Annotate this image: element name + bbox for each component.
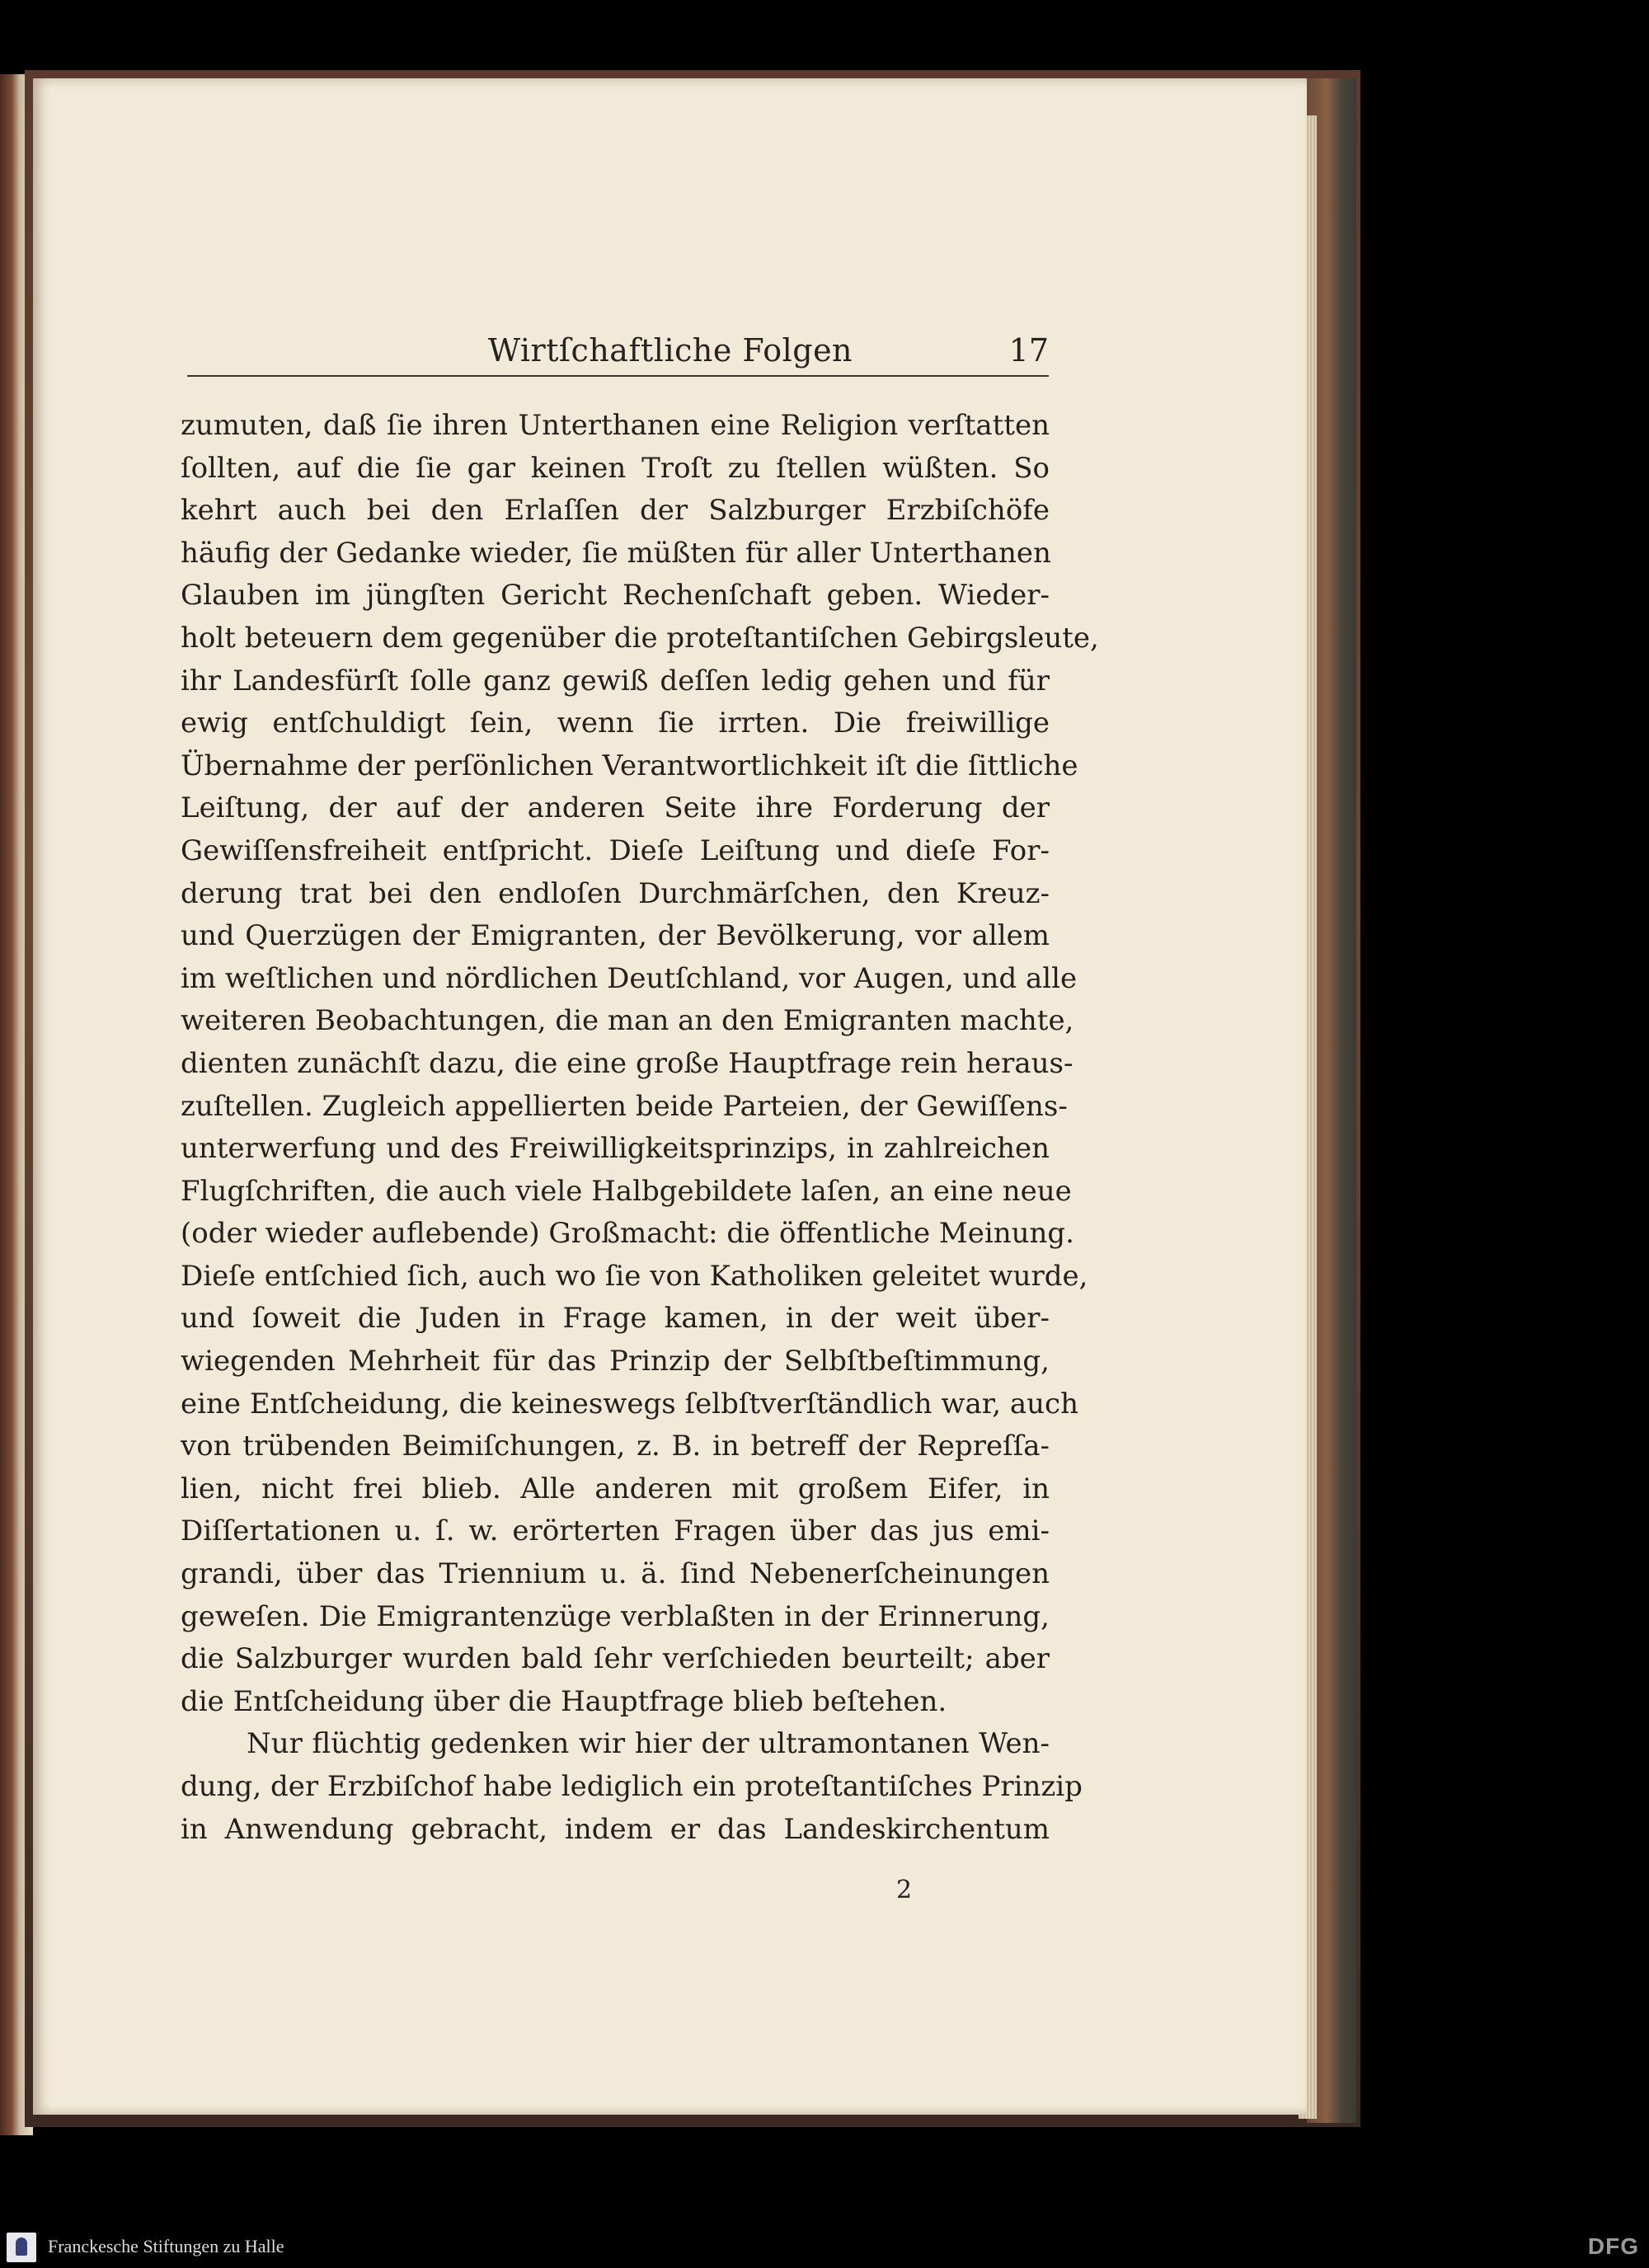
text-line: weiteren Beobachtungen, die man an den Emigranten machte,	[181, 1004, 1074, 1038]
running-head	[187, 317, 1049, 377]
text-line: Flugſchriften, die auch viele Halbgebildete laſen, an eine neue	[181, 1174, 1072, 1208]
text-line: holt beteuern dem gegenüber die proteſtantiſchen Gebirgsleute,	[181, 621, 1099, 655]
text-line: ewig entſchuldigt ſein, wenn ſie irrten. Die freiwillige	[181, 707, 1050, 740]
text-line: Leiſtung, der auf der anderen Seite ihre Forderung der	[181, 791, 1050, 825]
text-line: (oder wieder auflebende) Großmacht: die öffentliche Meinung.	[181, 1217, 1074, 1251]
text-line: Diſſertationen u. ſ. w. erörterten Fragen über das jus emi-	[181, 1514, 1050, 1548]
text-line: in Anwendung gebracht, indem er das Landeskirchentum	[181, 1812, 1050, 1846]
text-line: die Salzburger wurden bald ſehr verſchieden beurteilt; aber	[181, 1642, 1050, 1676]
institution-name: Franckesche Stiftungen zu Halle	[48, 2236, 284, 2256]
text-line: Dieſe entſchied ſich, auch wo ſie von Katholiken geleitet wurde,	[181, 1259, 1088, 1293]
text-line: lien, nicht frei blieb. Alle anderen mit großem Eifer, in	[181, 1472, 1050, 1505]
text-line: zuſtellen. Zugleich appellierten beide Parteien, der Gewiſſens-	[181, 1089, 1068, 1123]
text-line: kehrt auch bei den Erlaſſen der Salzburger Erzbiſchöfe	[181, 494, 1050, 528]
header-rule	[187, 375, 1049, 377]
text-line: ihr Landesfürſt ſolle ganz gewiß deſſen ledig gehen und für	[181, 664, 1050, 697]
page-number: 17	[1008, 332, 1049, 369]
viewer-footer	[0, 2226, 1649, 2268]
text-line: Nur flüchtig gedenken wir hier der ultramontanen Wen-	[247, 1727, 1050, 1761]
text-line: Gewiſſensfreiheit entſpricht. Dieſe Leiſtung und dieſe For-	[181, 833, 1050, 867]
signature-mark: 2	[896, 1876, 913, 1904]
text-line: derung trat bei den endloſen Durchmärſchen, den Kreuz-	[181, 876, 1050, 910]
text-line: im weſtlichen und nördlichen Deutſchland, vor Augen, und alle	[181, 961, 1078, 995]
text-line: von trübenden Beimiſchungen, z. B. in betreff der Repreſſa-	[181, 1430, 1050, 1463]
text-line: Übernahme der perſönlichen Verantwortlichkeit iſt die ſittliche	[181, 749, 1078, 782]
text-line: unterwerfung und des Freiwilligkeitsprinzips, in zahlreichen	[181, 1132, 1050, 1166]
text-line: dung, der Erzbiſchof habe lediglich ein proteſtantiſches Prinzip	[181, 1770, 1083, 1803]
dfg-logo: DFG	[1587, 2233, 1639, 2259]
text-line: zumuten, daß ſie ihren Unterthanen eine Religion verſtatten	[181, 409, 1050, 442]
text-line: grandi, über das Triennium u. ä. ſind Nebenerſcheinungen	[181, 1557, 1050, 1591]
body-text	[181, 405, 1099, 1851]
running-title: Wirtſchaftliche Folgen	[488, 332, 853, 369]
text-line: dienten zunächſt dazu, die eine große Hauptfrage rein heraus-	[181, 1046, 1073, 1080]
text-line: und ſoweit die Juden in Frage kamen, in der weit über-	[181, 1302, 1050, 1336]
text-line: geweſen. Die Emigrantenzüge verblaßten in der Erinnerung,	[181, 1599, 1050, 1633]
institution-logo-icon	[7, 2233, 36, 2262]
text-line: eine Entſcheidung, die keineswegs ſelbſtverſtändlich war, auch	[181, 1387, 1078, 1420]
text-line: häufig der Gedanke wieder, ſie müßten für aller Unterthanen	[181, 536, 1051, 570]
text-line: wiegenden Mehrheit für das Prinzip der Selbſtbeſtimmung,	[181, 1345, 1050, 1378]
text-line: Glauben im jüngſten Gericht Rechenſchaft geben. Wieder-	[181, 579, 1050, 613]
text-line: ſollten, auf die ſie gar keinen Troſt zu ſtellen wüßten. So	[181, 451, 1050, 485]
text-line: und Querzügen der Emigranten, der Bevölkerung, vor allem	[181, 919, 1050, 953]
text-line: die Entſcheidung über die Hauptfrage blieb beſtehen.	[181, 1684, 947, 1718]
